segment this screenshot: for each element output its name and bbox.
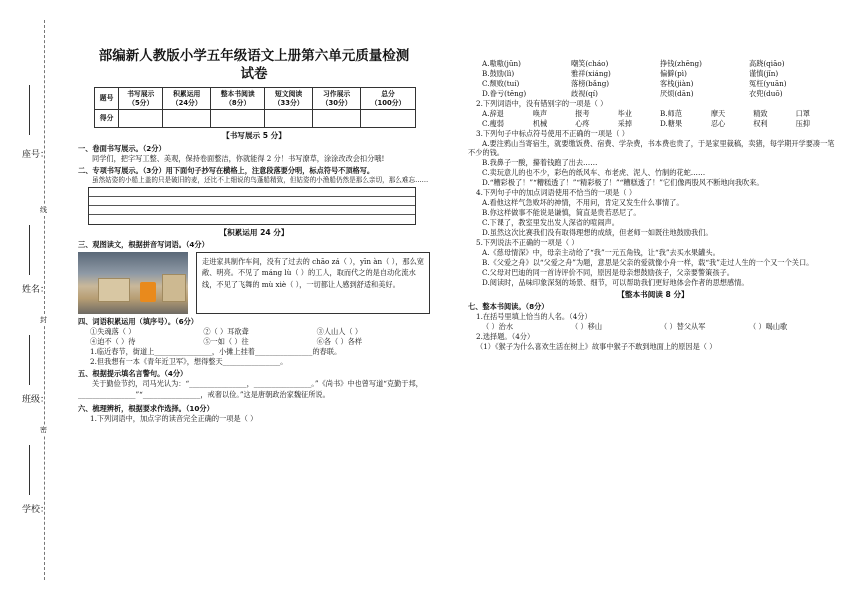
idiom-item[interactable]: ③人山人（ ） [316,327,363,337]
name-label: 姓名： [22,285,50,295]
option-word: 谨慎(jǐn) [749,69,779,78]
fold-char: 密 [40,426,47,434]
binding-margin [0,0,72,595]
option-word: B.鼓励(lì) [482,69,515,78]
option-sentence[interactable]: B.你这样做事不能说是谦慎，简直是贵若恶尼了。 [482,208,641,217]
exam-title [78,48,430,83]
option-word: 高跷(qiāo) [749,59,785,68]
score-head-row [95,88,416,110]
option-sentence[interactable]: C.父母对巴迪的同一首诗评价不同，原因是母亲想鼓励孩子，父亲要警策孩子。 [482,268,734,277]
score-row [95,110,416,128]
question-heading: 二、专项书写展示。（3分）用下面句子抄写在横格上，注意段落要分明，标点符号不顶格写。 [78,165,375,175]
option-word: 精致 [753,109,768,118]
idiom-item[interactable]: ⑤一如（ ）往 [203,337,249,347]
idiom-item[interactable]: ①失魂落（ ） [90,327,136,337]
fill-sentence[interactable]: 2.但我想有一本《青年近卫军》，想得整天________________。 [90,357,288,367]
question-text: 2.下列词语中，没有错别字的一项是（ ） [476,99,608,108]
score-head-cell: 总分 （100分） [361,88,416,110]
fold-char: 封 [40,316,47,324]
option-word: 嘲笑(cháo) [571,59,609,68]
option-sentence[interactable]: D.“糟彩极了！”“糟糕透了！”“精彩极了！”“糟糕透了！”它们像两股风不断地向我吹来。 [482,178,764,187]
question-heading: 五、根据提示填名言警句。（4分） [78,369,188,379]
question-text: 1.在括号里填上恰当的人名。（4分） [476,312,592,322]
fold-char: 线 [40,206,47,214]
option-word: 忍心 [710,119,726,128]
pinyin-passage: 走进家具制作车间，没有了过去的 chāo zá（ ），yīn àn（ ），那么宽敞、明亮。不见了 máng lù（ ）的工人，取而代之的是自动化流水线，不见了飞舞的 mù xiè（ ），一切都让人感到舒适和美好。 [196,252,430,314]
question-text: 虽然姑姿的小船上盖的只是破旧的麦，还比不上细说的鸟蓬船精致，但姑姿的小渔船仍然是那么亲切，那么难忘…… [92,175,429,184]
option-word: 落榜(bǎng) [571,79,610,88]
option-word: 毕业 [617,109,632,118]
question-text: 同学们，把字写工整、美观，保持卷面整洁，你就能得 2 分！书写潦草，涂涂改改会扣分哦! [92,153,385,163]
option-word: 机械 [532,119,548,128]
idiom-row [90,327,430,336]
question-text: 2.选择题。（4分） [476,332,535,342]
idiom-item[interactable]: ④迫不（ ）待 [90,337,136,347]
option-word: 口罩 [795,109,810,118]
option-word: A.嗷嗷(jūn) [482,59,521,68]
option-word: 雅祥(xiáng) [571,69,611,78]
option-word[interactable]: B.师范 [659,109,682,118]
idiom-row [90,337,430,346]
left-column [78,48,430,424]
option-word: 心疼 [575,119,590,128]
score-cell[interactable] [211,110,265,128]
option-word[interactable]: C.瘦弱 [482,119,504,128]
option-sentence[interactable]: C.卖玩意儿的也不少，彩色的纸风车、布老虎、泥人、竹制的花蛇…… [482,168,706,177]
school-blank[interactable] [29,445,30,495]
question-heading: 三、观图读文，根据拼音写词语。（4分） [78,240,209,250]
option-sentence[interactable]: A.要注鸦山当寄宿生，就要缴饭费、宿费、学杂费，书本费也贵了，于是家里裁稿，卖猪，每学期开学要凑一笔不少的钱。 [468,139,835,157]
section-heading: 【书写展示 5 分】 [222,131,286,141]
right-column [468,58,838,352]
question-text: 5.下列说法不正确的一项是（ ） [476,238,579,247]
seat-blank[interactable] [29,85,30,135]
option-word[interactable]: D.糖果 [659,119,683,128]
class-label: 班级： [22,395,50,405]
score-head-cell: 短文阅读 （33分） [265,88,313,110]
name-fill[interactable]: （ ）治水 [482,322,514,332]
factory-photo [78,252,188,314]
word-option-row [482,109,838,118]
option-word: C.颓败(tuí) [482,79,520,88]
option-sentence[interactable]: D.虽然这次比赛我们没有取得理想的成绩，但老师一如既往地鼓励我们。 [482,228,713,237]
option-word: 偏僻(pì) [660,69,687,78]
name-blank[interactable] [29,225,30,275]
option-word: 挣钱(zhēng) [660,59,702,68]
school-label: 学校： [22,505,50,515]
option-word: 衣兜(duō) [749,89,783,98]
score-cell[interactable] [361,110,416,128]
score-head-cell: 整本书阅读 （8分） [211,88,265,110]
option-word: 冤枉(yuān) [749,79,787,88]
score-row-label: 得分 [95,110,119,128]
option-word: 客栈(jiàn) [660,79,694,88]
question-heading: 七、整本书阅读。（8分） [468,302,549,312]
fill-sentence[interactable]: 1.临近春节，街道上________________，小摊上挂着________________的春联。 [90,347,342,357]
fold-line [44,20,45,580]
score-cell[interactable] [163,110,211,128]
score-head-cell: 题号 [95,88,119,110]
question-text: 1.下列词语中，加点字的读音完全正确的一项是（ ） [90,413,258,423]
score-cell[interactable] [119,110,163,128]
idiom-item[interactable]: ②（ ）耳欲聋 [203,327,249,337]
question-heading: 四、词语积累运用（填序号）。（6分） [78,317,198,327]
score-head-cell: 积累运用 （24分） [163,88,211,110]
word-option-row [482,119,838,128]
seat-label: 座号： [22,150,50,160]
class-blank[interactable] [29,335,30,385]
option-word: 唤声 [532,109,548,118]
section-heading: 【积累运用 24 分】 [219,227,289,237]
idiom-item[interactable]: ⑥各（ ）各样 [316,337,363,347]
pinyin-option-row[interactable] [482,59,838,68]
option-word: 摩天 [710,109,726,118]
option-word: 报考 [575,109,590,118]
option-word: 厌烦(dān) [660,89,694,98]
quote-fill[interactable]: 关于勤俭节约，司马光认为：“________________，________________。”《尚书》中也曾写道“克勤于邦，________________”“________________，戒奢以俭。”这是唐朝政治家魏征所说。 [78,379,423,400]
option-sentence[interactable]: A.看他这样气急败坏的神情，不用问，肯定又发生什么事情了。 [482,198,684,207]
question-heading: 六、梳理辨析，根据要求作选择。（10分） [78,403,214,413]
option-word: 压抑 [795,119,810,128]
option-sentence[interactable]: C.下课了，教室里发出发人深省的喧闹声。 [482,218,619,227]
option-sentence[interactable]: B.我鼻子一酸，攥着钱跑了出去…… [482,158,598,167]
pinyin-option-row[interactable] [482,89,838,98]
name-fill-row [482,322,838,331]
score-cell[interactable] [313,110,361,128]
score-table [94,87,416,128]
question-text: （1）《猴子为什么喜欢生活在树上》故事中猴子不敢到地面上的原因是（ ） [476,342,717,352]
score-head-cell: 书写展示 （5分） [119,88,163,110]
question-text: 4.下列句子中的加点词语使用不恰当的一项是（ ） [476,188,637,197]
pinyin-option-row[interactable] [482,69,838,78]
writing-grid[interactable] [88,187,416,225]
option-word: 歧视(qí) [571,89,598,98]
section-heading: 【整本书阅读 8 分】 [617,290,689,299]
option-sentence[interactable]: D.阅读时，品味印象深刻的场景、细节，可以帮助我们更好地体会作者的思想感情。 [482,278,749,287]
picture-question [78,252,430,314]
option-sentence[interactable]: A.《慈母情深》中，母亲主动给了“我”一元五角钱，让“我”去买水果罐头。 [482,248,720,257]
title-line-2: 试卷 [240,65,268,82]
name-fill[interactable]: （ ）替父从军 [660,322,706,332]
option-word: 权利 [753,119,768,128]
title-line-1: 部编新人教版小学五年级语文上册第六单元质量检测 [98,48,410,64]
question-heading: 一、卷面书写展示。（2分） [78,143,166,153]
name-fill[interactable]: （ ）喝山歌 [749,322,788,332]
pinyin-option-row[interactable] [482,79,838,88]
option-word: D.眷亏(tēng) [482,89,527,98]
option-sentence[interactable]: B.《父爱之舟》以“父爱之舟”为题，意思是父亲的爱就像小舟一样，载“我”走过人生的一个又一个关口。 [482,258,814,267]
question-text: 3.下列句子中标点符号使用不正确的一项是（ ） [476,129,629,138]
name-fill[interactable]: （ ）移山 [571,322,603,332]
score-head-cell: 习作展示 （30分） [313,88,361,110]
score-cell[interactable] [265,110,313,128]
option-word[interactable]: A.辞退 [482,109,504,118]
option-word: 采掉 [617,119,632,128]
